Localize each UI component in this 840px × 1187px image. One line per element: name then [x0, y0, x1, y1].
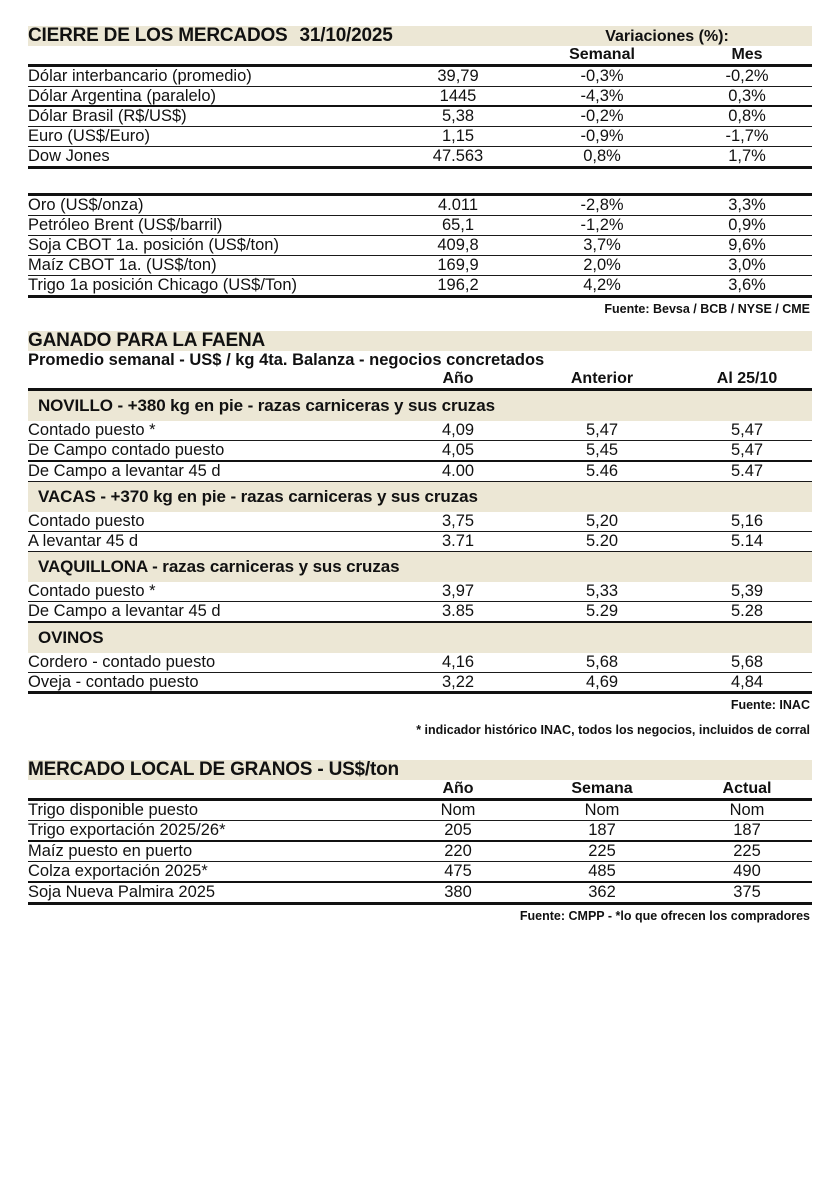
row-label: Soja CBOT 1a. posición (US$/ton) [28, 236, 394, 256]
markets-col-semanal: Semanal [569, 45, 635, 63]
row-current: 225 [682, 841, 812, 861]
cattle-source: Fuente: INAC [730, 698, 810, 713]
row-current: 187 [682, 820, 812, 840]
row-current: 375 [682, 882, 812, 903]
section-gap [28, 738, 812, 760]
row-year: 220 [394, 841, 522, 861]
table-row [28, 461, 812, 481]
row-label: A levantar 45 d [28, 531, 394, 551]
row-weekly: -0,9% [522, 127, 682, 147]
row-previous: 5.46 [522, 461, 682, 481]
row-year: 4,09 [394, 421, 522, 440]
table-row [28, 672, 812, 693]
markets-title-band [28, 26, 812, 46]
markets-col-blank-1 [28, 46, 394, 65]
cattle-title: GANADO PARA LA FAENA [28, 331, 812, 351]
table-row [28, 86, 812, 106]
markets-col-mes: Mes [731, 45, 763, 63]
table-row [28, 195, 812, 216]
row-year: 205 [394, 820, 522, 840]
markets-column-headers [28, 46, 812, 65]
table-row [28, 147, 812, 168]
row-previous: 5.20 [522, 531, 682, 551]
row-weekly: 4,2% [522, 276, 682, 297]
grains-column-headers [28, 780, 812, 799]
row-year: 3,75 [394, 512, 522, 531]
row-label: Maíz puesto en puerto [28, 841, 394, 861]
table-row [28, 841, 812, 861]
markets-col-blank-2 [394, 46, 522, 65]
row-year: 3,97 [394, 582, 522, 601]
row-value: 39,79 [394, 65, 522, 86]
row-month: 0,3% [682, 86, 812, 106]
cattle-table [28, 331, 812, 694]
cattle-col-anterior: Anterior [570, 370, 634, 388]
row-week: 485 [522, 861, 682, 881]
row-week: 187 [522, 820, 682, 840]
row-current: 490 [682, 861, 812, 881]
row-value: 4.011 [394, 195, 522, 216]
row-week: 225 [522, 841, 682, 861]
row-month: -1,7% [682, 127, 812, 147]
row-label: Soja Nueva Palmira 2025 [28, 882, 394, 903]
row-current: 5,47 [682, 421, 812, 440]
group-heading: VACAS - +370 kg en pie - razas carniceras y sus cruzas [28, 481, 812, 512]
row-value: 409,8 [394, 236, 522, 256]
table-row [28, 861, 812, 881]
row-current: 5.28 [682, 601, 812, 621]
table-row [28, 127, 812, 147]
row-month: 0,8% [682, 106, 812, 126]
table-spacer [28, 168, 812, 195]
row-label: Trigo 1a posición Chicago (US$/Ton) [28, 276, 394, 297]
markets-title: CIERRE DE LOS MERCADOS [28, 25, 288, 46]
report-sheet [28, 26, 812, 924]
row-year: 3,22 [394, 672, 522, 693]
row-label: Oveja - contado puesto [28, 672, 394, 693]
row-month: 0,9% [682, 216, 812, 236]
row-weekly: -0,2% [522, 106, 682, 126]
cattle-group-heading-vaquillona [28, 551, 812, 582]
row-label: Cordero - contado puesto [28, 653, 394, 672]
markets-table [28, 26, 812, 298]
table-row [28, 440, 812, 460]
row-label: Contado puesto * [28, 582, 394, 601]
row-weekly: 2,0% [522, 256, 682, 276]
row-label: Dólar interbancario (promedio) [28, 65, 394, 86]
row-current: 4,84 [682, 672, 812, 693]
row-label: Oro (US$/onza) [28, 195, 394, 216]
row-label: Colza exportación 2025* [28, 861, 394, 881]
table-row [28, 882, 812, 903]
row-weekly: 0,8% [522, 147, 682, 168]
row-weekly: -2,8% [522, 195, 682, 216]
row-value: 1,15 [394, 127, 522, 147]
row-label: Petróleo Brent (US$/barril) [28, 216, 394, 236]
row-previous: 5,20 [522, 512, 682, 531]
row-week: 362 [522, 882, 682, 903]
cattle-title-band [28, 331, 812, 351]
row-current: 5,68 [682, 653, 812, 672]
row-label: De Campo a levantar 45 d [28, 601, 394, 621]
table-row [28, 421, 812, 440]
row-value: 65,1 [394, 216, 522, 236]
grains-col-ano: Año [442, 780, 474, 798]
row-previous: 5.29 [522, 601, 682, 621]
markets-variations-label: Variaciones (%): [522, 26, 812, 46]
grains-title: MERCADO LOCAL DE GRANOS - US$/ton [28, 760, 812, 780]
table-row [28, 653, 812, 672]
row-previous: 5,45 [522, 440, 682, 460]
row-label: De Campo a levantar 45 d [28, 461, 394, 481]
table-row [28, 531, 812, 551]
markets-date: 31/10/2025 [299, 25, 393, 46]
grains-source: Fuente: CMPP - *lo que ofrecen los compradores [519, 908, 810, 923]
grains-col-semana: Semana [571, 780, 633, 798]
row-previous: 4,69 [522, 672, 682, 693]
row-year: 475 [394, 861, 522, 881]
cattle-col-blank [28, 370, 394, 389]
cattle-subtitle-row [28, 351, 812, 370]
row-label: Contado puesto [28, 512, 394, 531]
cattle-group-heading-vacas [28, 481, 812, 512]
row-month: 3,3% [682, 195, 812, 216]
table-row [28, 582, 812, 601]
row-year: 4,05 [394, 440, 522, 460]
row-weekly: -4,3% [522, 86, 682, 106]
row-year: Nom [394, 800, 522, 821]
grains-title-band [28, 760, 812, 780]
table-row [28, 236, 812, 256]
table-row [28, 256, 812, 276]
cattle-footnote: * indicador histórico INAC, todos los negocios, incluidos de corral [416, 723, 810, 738]
cattle-group-heading-ovinos [28, 622, 812, 653]
cattle-column-headers [28, 370, 812, 389]
grains-col-blank [28, 780, 394, 799]
group-heading: OVINOS [28, 622, 812, 653]
markets-title-cell [28, 26, 522, 46]
row-label: Dólar Argentina (paralelo) [28, 86, 394, 106]
cattle-col-ano: Año [442, 370, 474, 388]
row-label: Dow Jones [28, 147, 394, 168]
row-current: 5,47 [682, 440, 812, 460]
row-month: 9,6% [682, 236, 812, 256]
table-row [28, 820, 812, 840]
grains-col-actual: Actual [722, 780, 772, 798]
row-month: -0,2% [682, 65, 812, 86]
cattle-col-current: Al 25/10 [716, 370, 778, 388]
table-row [28, 512, 812, 531]
row-year: 380 [394, 882, 522, 903]
row-week: Nom [522, 800, 682, 821]
row-month: 3,6% [682, 276, 812, 297]
section-gap [28, 317, 812, 331]
grains-table [28, 760, 812, 904]
row-current: 5,16 [682, 512, 812, 531]
row-weekly: -1,2% [522, 216, 682, 236]
row-weekly: -0,3% [522, 65, 682, 86]
table-row [28, 601, 812, 621]
row-year: 3.85 [394, 601, 522, 621]
row-previous: 5,47 [522, 421, 682, 440]
row-weekly: 3,7% [522, 236, 682, 256]
row-current: Nom [682, 800, 812, 821]
row-label: Trigo exportación 2025/26* [28, 820, 394, 840]
group-heading: VAQUILLONA - razas carniceras y sus cruzas [28, 551, 812, 582]
table-row [28, 216, 812, 236]
group-heading: NOVILLO - +380 kg en pie - razas carniceras y sus cruzas [28, 389, 812, 421]
table-row [28, 800, 812, 821]
markets-source: Fuente: Bevsa / BCB / NYSE / CME [604, 302, 810, 317]
cattle-subtitle: Promedio semanal - US$ / kg 4ta. Balanza - negocios concretados [28, 351, 545, 370]
row-previous: 5,33 [522, 582, 682, 601]
row-label: Dólar Brasil (R$/US$) [28, 106, 394, 126]
row-value: 196,2 [394, 276, 522, 297]
row-year: 3.71 [394, 531, 522, 551]
table-row [28, 65, 812, 86]
row-month: 1,7% [682, 147, 812, 168]
row-year: 4.00 [394, 461, 522, 481]
row-current: 5,39 [682, 582, 812, 601]
row-value: 169,9 [394, 256, 522, 276]
row-previous: 5,68 [522, 653, 682, 672]
row-label: Trigo disponible puesto [28, 800, 394, 821]
table-row [28, 106, 812, 126]
row-current: 5.14 [682, 531, 812, 551]
row-label: Maíz CBOT 1a. (US$/ton) [28, 256, 394, 276]
row-value: 47.563 [394, 147, 522, 168]
row-month: 3,0% [682, 256, 812, 276]
cattle-group-heading-novillo [28, 389, 812, 421]
row-label: Contado puesto * [28, 421, 394, 440]
row-year: 4,16 [394, 653, 522, 672]
table-row [28, 276, 812, 297]
row-current: 5.47 [682, 461, 812, 481]
row-value: 5,38 [394, 106, 522, 126]
row-label: De Campo contado puesto [28, 440, 394, 460]
row-value: 1445 [394, 86, 522, 106]
row-label: Euro (US$/Euro) [28, 127, 394, 147]
